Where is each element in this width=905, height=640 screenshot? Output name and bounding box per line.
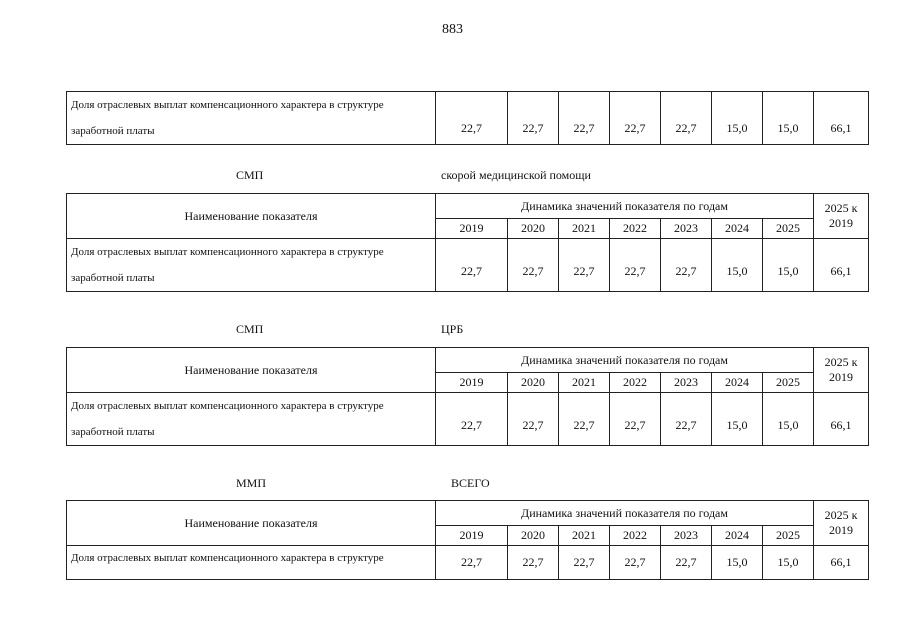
value-2025: 15,0 <box>763 92 814 145</box>
header-year: 2021 <box>559 219 610 239</box>
header-year: 2020 <box>508 526 559 546</box>
section-code: СМП <box>236 322 264 336</box>
header-name-col: Наименование показателя <box>67 348 436 393</box>
value-ratio: 66,1 <box>814 393 869 446</box>
value-2020: 22,7 <box>508 393 559 446</box>
indicator-table <box>66 347 869 446</box>
value-2019: 22,7 <box>436 546 508 580</box>
indicator-name-line2: заработной платы <box>71 426 155 438</box>
value-2024: 15,0 <box>712 393 763 446</box>
section-title: ВСЕГО <box>451 476 490 490</box>
header-name-col: Наименование показателя <box>67 194 436 239</box>
header-year: 2022 <box>610 219 661 239</box>
value-2025: 15,0 <box>763 546 814 580</box>
value-2019: 22,7 <box>436 92 508 145</box>
indicator-name-line2: заработной платы <box>71 272 155 284</box>
value-2023: 22,7 <box>661 92 712 145</box>
value-2021: 22,7 <box>559 239 610 292</box>
header-ratio: 2025 к 2019 <box>814 501 869 546</box>
value-2025: 15,0 <box>763 239 814 292</box>
value-2023: 22,7 <box>661 546 712 580</box>
header-year: 2022 <box>610 526 661 546</box>
value-2020: 22,7 <box>508 239 559 292</box>
value-2021: 22,7 <box>559 92 610 145</box>
value-2024: 15,0 <box>712 92 763 145</box>
value-2019: 22,7 <box>436 393 508 446</box>
value-2019: 22,7 <box>436 239 508 292</box>
header-year: 2019 <box>436 219 508 239</box>
header-dynamics: Динамика значений показателя по годам <box>436 348 814 373</box>
section-code: ММП <box>236 476 267 490</box>
header-year: 2024 <box>712 219 763 239</box>
header-year: 2024 <box>712 526 763 546</box>
value-2025: 15,0 <box>763 393 814 446</box>
indicator-name-line1: Доля отраслевых выплат компенсационного характера в структуре <box>71 552 384 564</box>
value-2024: 15,0 <box>712 546 763 580</box>
table-continuation <box>66 91 869 145</box>
header-ratio: 2025 к 2019 <box>814 348 869 393</box>
value-2020: 22,7 <box>508 92 559 145</box>
header-year: 2022 <box>610 373 661 393</box>
value-2023: 22,7 <box>661 393 712 446</box>
indicator-table <box>66 193 869 292</box>
indicator-name-cell <box>67 393 436 446</box>
header-year: 2020 <box>508 219 559 239</box>
header-year: 2023 <box>661 219 712 239</box>
section-title: ЦРБ <box>441 322 464 336</box>
header-year: 2024 <box>712 373 763 393</box>
header-year: 2021 <box>559 373 610 393</box>
header-year: 2019 <box>436 526 508 546</box>
header-year: 2023 <box>661 526 712 546</box>
header-year: 2025 <box>763 373 814 393</box>
value-2021: 22,7 <box>559 546 610 580</box>
header-dynamics: Динамика значений показателя по годам <box>436 194 814 219</box>
header-year: 2021 <box>559 526 610 546</box>
header-year: 2019 <box>436 373 508 393</box>
value-2022: 22,7 <box>610 239 661 292</box>
section-code: СМП <box>236 168 264 182</box>
indicator-name-line1: Доля отраслевых выплат компенсационного характера в структуре <box>71 99 384 111</box>
indicator-table <box>66 500 869 580</box>
value-2023: 22,7 <box>661 239 712 292</box>
indicator-name-line1: Доля отраслевых выплат компенсационного характера в структуре <box>71 246 384 258</box>
value-2021: 22,7 <box>559 393 610 446</box>
value-2022: 22,7 <box>610 546 661 580</box>
section-title: скорой медицинской помощи <box>441 168 591 182</box>
value-ratio: 66,1 <box>814 239 869 292</box>
header-ratio: 2025 к 2019 <box>814 194 869 239</box>
page-number: 883 <box>442 22 463 37</box>
header-year: 2020 <box>508 373 559 393</box>
value-ratio: 66,1 <box>814 92 869 145</box>
header-year: 2025 <box>763 526 814 546</box>
indicator-name-cell <box>67 92 436 145</box>
value-ratio: 66,1 <box>814 546 869 580</box>
header-dynamics: Динамика значений показателя по годам <box>436 501 814 526</box>
value-2022: 22,7 <box>610 393 661 446</box>
indicator-name-line2: заработной платы <box>71 125 155 137</box>
indicator-name-cell <box>67 239 436 292</box>
value-2024: 15,0 <box>712 239 763 292</box>
header-year: 2023 <box>661 373 712 393</box>
value-2022: 22,7 <box>610 92 661 145</box>
value-2020: 22,7 <box>508 546 559 580</box>
header-year: 2025 <box>763 219 814 239</box>
indicator-name-line1: Доля отраслевых выплат компенсационного характера в структуре <box>71 400 384 412</box>
indicator-name-cell <box>67 546 436 580</box>
header-name-col: Наименование показателя <box>67 501 436 546</box>
